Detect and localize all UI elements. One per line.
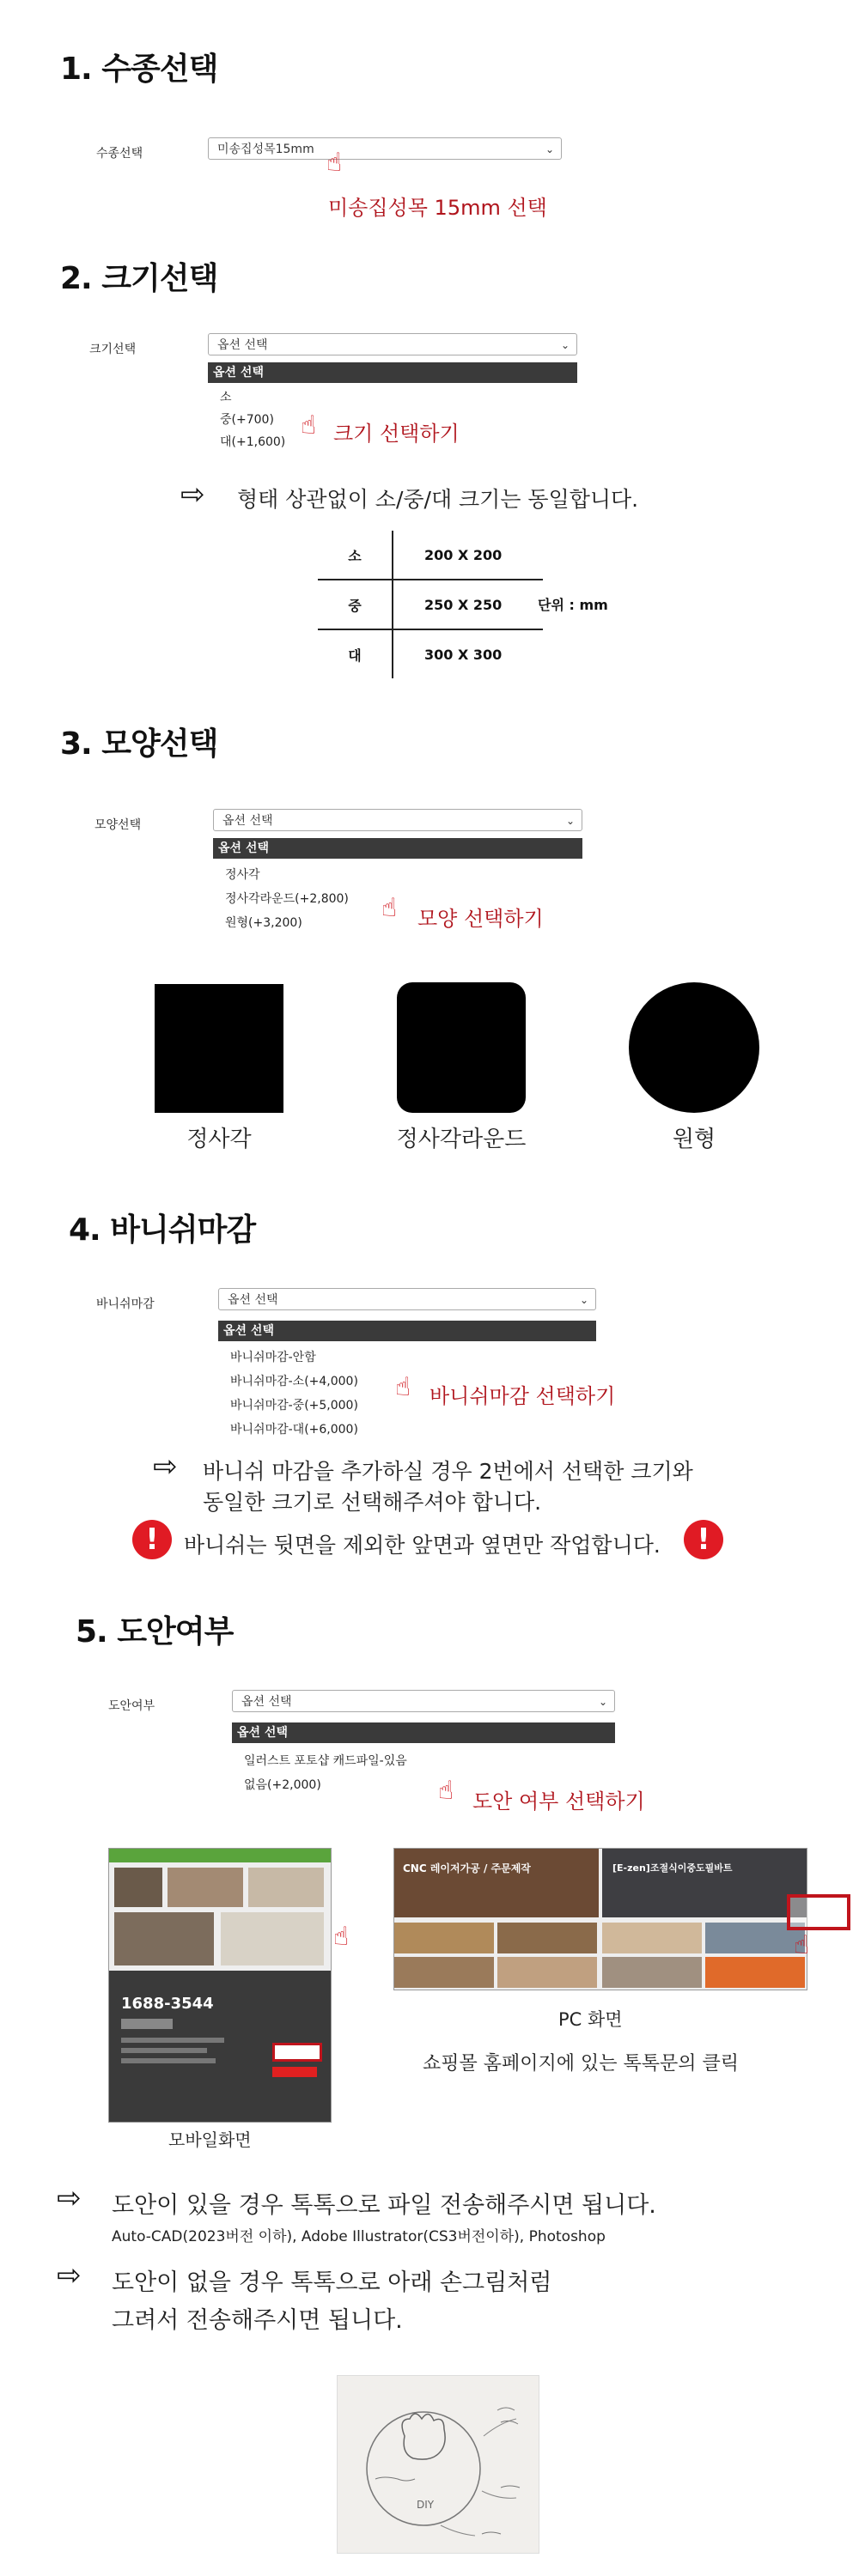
pc-banner-left <box>394 1849 599 1917</box>
mobile-footer-text <box>121 2038 224 2043</box>
rounded-square-shape <box>397 982 526 1113</box>
sketch-text: DIY <box>417 2499 435 2511</box>
size-table <box>318 531 543 678</box>
size-cell: 대 <box>318 629 393 678</box>
chevron-down-icon: ⌄ <box>565 815 575 827</box>
section-4-callout: 바니쉬마감 선택하기 <box>430 1384 616 1408</box>
section-3-label: 모양선택 <box>94 818 142 832</box>
wood-type-select[interactable] <box>208 137 562 160</box>
size-option[interactable]: 대(+1,600) <box>220 435 286 449</box>
shape-dropdown-header: 옵션 선택 <box>213 838 582 859</box>
varnish-option[interactable]: 바니쉬마감-소(+4,000) <box>230 1375 358 1388</box>
varnish-option[interactable]: 바니쉬마감-중(+5,000) <box>230 1399 358 1413</box>
mobile-thumb <box>221 1912 324 1965</box>
pc-tile <box>705 1957 805 1988</box>
right-arrow-icon: ⇨ <box>57 2181 82 2215</box>
hand-drawing-sketch <box>338 2376 539 2553</box>
talktalk-button[interactable] <box>272 2043 322 2062</box>
section-5-label: 도안여부 <box>108 1699 155 1713</box>
section-5-callout: 도안 여부 선택하기 <box>472 1789 645 1814</box>
section-5-heading: 5. 도안여부 <box>76 1614 234 1649</box>
exclamation-icon: ! <box>132 1520 172 1559</box>
mobile-screenshot <box>108 1848 332 2123</box>
pointing-hand-icon: ☝ <box>381 893 398 923</box>
pointing-hand-icon: ☝ <box>333 1922 350 1952</box>
mobile-footer-button <box>121 2019 173 2029</box>
dimension-cell: 300 X 300 <box>424 646 503 663</box>
design-select[interactable] <box>232 1690 615 1712</box>
pc-tile <box>497 1957 597 1988</box>
pc-banner-right <box>602 1849 807 1917</box>
shape-option[interactable]: 원형(+3,200) <box>225 916 302 930</box>
dimension-cell: 250 X 250 <box>393 580 543 629</box>
pc-tile <box>602 1923 702 1953</box>
pc-tile <box>394 1923 494 1953</box>
square-shape <box>155 984 283 1113</box>
talktalk-highlight[interactable] <box>787 1894 850 1930</box>
section-3-heading: 3. 모양선택 <box>60 726 218 762</box>
youtube-button[interactable] <box>272 2067 317 2077</box>
section-1-label: 수종선택 <box>96 147 143 161</box>
shape-select[interactable] <box>213 809 582 831</box>
unit-label: 단위 : mm <box>538 597 608 613</box>
section-4-label: 바니쉬마감 <box>96 1297 155 1311</box>
section-2-heading: 2. 크기선택 <box>60 261 218 296</box>
chevron-down-icon: ⌄ <box>560 339 570 351</box>
varnish-note-line1: 바니쉬 마감을 추가하실 경우 2번에서 선택한 크기와 <box>203 1459 693 1484</box>
design-dropdown-header: 옵션 선택 <box>232 1722 615 1743</box>
design-note-2-line2: 그려서 전송해주시면 됩니다. <box>112 2307 403 2334</box>
mobile-footer-text <box>121 2048 207 2053</box>
chevron-down-icon: ⌄ <box>545 143 554 155</box>
section-4-heading: 4. 바니쉬마감 <box>69 1212 256 1248</box>
size-option[interactable]: 소 <box>220 391 232 404</box>
pointing-hand-icon: ☝ <box>326 148 343 178</box>
hand-drawing-image <box>337 2375 539 2554</box>
design-note-1-sub: Auto-CAD(2023버전 이하), Adobe Illustrator(CS3버전이하), Photoshop <box>112 2228 606 2245</box>
size-cell: 중 <box>318 580 393 629</box>
section-3-callout: 모양 선택하기 <box>417 907 544 931</box>
design-select-value: 옵션 선택 <box>241 1695 292 1709</box>
pc-screenshot <box>393 1848 810 1990</box>
chevron-down-icon: ⌄ <box>579 1294 588 1306</box>
mobile-caption: 모바일화면 <box>168 2129 252 2150</box>
pc-note: 쇼핑몰 홈페이지에 있는 톡톡문의 클릭 <box>423 2053 740 2075</box>
pointing-hand-icon: ☝ <box>395 1372 411 1402</box>
pc-tile <box>497 1923 597 1953</box>
design-option[interactable]: 없음(+2,000) <box>244 1778 321 1792</box>
mobile-thumb <box>114 1868 162 1907</box>
section-1-callout: 미송집성목 15mm 선택 <box>328 196 547 220</box>
size-cell: 소 <box>318 531 393 580</box>
shape-label: 정사각 <box>186 1127 252 1152</box>
pc-caption: PC 화면 <box>558 2009 623 2030</box>
varnish-option[interactable]: 바니쉬마감-안함 <box>230 1351 316 1364</box>
pc-banner-left-text: CNC 레이저가공 / 주문제작 <box>403 1862 531 1874</box>
mobile-phone-number: 1688-3544 <box>121 1995 214 2013</box>
varnish-dropdown-header: 옵션 선택 <box>218 1321 596 1341</box>
section-2-callout: 크기 선택하기 <box>333 422 460 446</box>
section-2-label: 크기선택 <box>89 343 137 356</box>
pc-banner-right-text: [E-zen]조절식이중도필바트 <box>612 1862 733 1874</box>
mobile-thumb <box>114 1912 214 1965</box>
size-select[interactable] <box>208 333 577 355</box>
shape-option[interactable]: 정사각라운드(+2,800) <box>225 892 349 906</box>
mobile-footer-text <box>121 2058 216 2063</box>
shape-option[interactable]: 정사각 <box>225 868 260 882</box>
size-dropdown-header: 옵션 선택 <box>208 362 577 383</box>
section-2-note: 형태 상관없이 소/중/대 크기는 동일합니다. <box>237 487 639 512</box>
right-arrow-icon: ⇨ <box>57 2258 82 2293</box>
shape-label: 원형 <box>672 1127 716 1152</box>
shape-label: 정사각라운드 <box>396 1127 527 1152</box>
pc-tile <box>394 1957 494 1988</box>
varnish-select-value: 옵션 선택 <box>228 1293 278 1307</box>
design-note-1: 도안이 있을 경우 톡톡으로 파일 전송해주시면 됩니다. <box>112 2192 656 2219</box>
pc-tile <box>602 1957 702 1988</box>
section-1-heading: 1. 수종선택 <box>60 52 218 87</box>
mobile-nav-bar <box>109 1849 331 1862</box>
design-note-2-line1: 도안이 없을 경우 톡톡으로 아래 손그림처럼 <box>112 2269 552 2296</box>
pointing-hand-icon: ☝ <box>301 410 317 440</box>
circle-shape <box>629 982 759 1113</box>
varnish-select[interactable] <box>218 1288 596 1310</box>
varnish-option[interactable]: 바니쉬마감-대(+6,000) <box>230 1423 358 1437</box>
size-select-value: 옵션 선택 <box>217 338 268 352</box>
varnish-warning: 바니쉬는 뒷면을 제외한 앞면과 옆면만 작업합니다. <box>184 1533 661 1558</box>
dimension-cell: 200 X 200 <box>424 546 503 563</box>
pointing-hand-icon: ☝ <box>438 1776 454 1806</box>
right-arrow-icon: ⇨ <box>180 477 205 512</box>
exclamation-icon: ! <box>684 1520 723 1559</box>
mobile-thumb <box>248 1868 324 1907</box>
table-row <box>318 629 543 678</box>
shape-select-value: 옵션 선택 <box>222 814 273 828</box>
size-option[interactable]: 중(+700) <box>220 413 274 427</box>
right-arrow-icon: ⇨ <box>153 1449 178 1484</box>
chevron-down-icon: ⌄ <box>598 1696 607 1708</box>
wood-type-select-value: 미송집성목15mm <box>217 143 314 156</box>
mobile-thumb <box>168 1868 243 1907</box>
design-option[interactable]: 일러스트 포토샵 캐드파일-있음 <box>244 1754 407 1768</box>
table-row <box>318 580 543 629</box>
table-row <box>318 531 543 580</box>
pointing-hand-icon: ☝ <box>794 1930 810 1960</box>
varnish-note-line2: 동일한 크기로 선택해주셔야 합니다. <box>203 1490 542 1515</box>
